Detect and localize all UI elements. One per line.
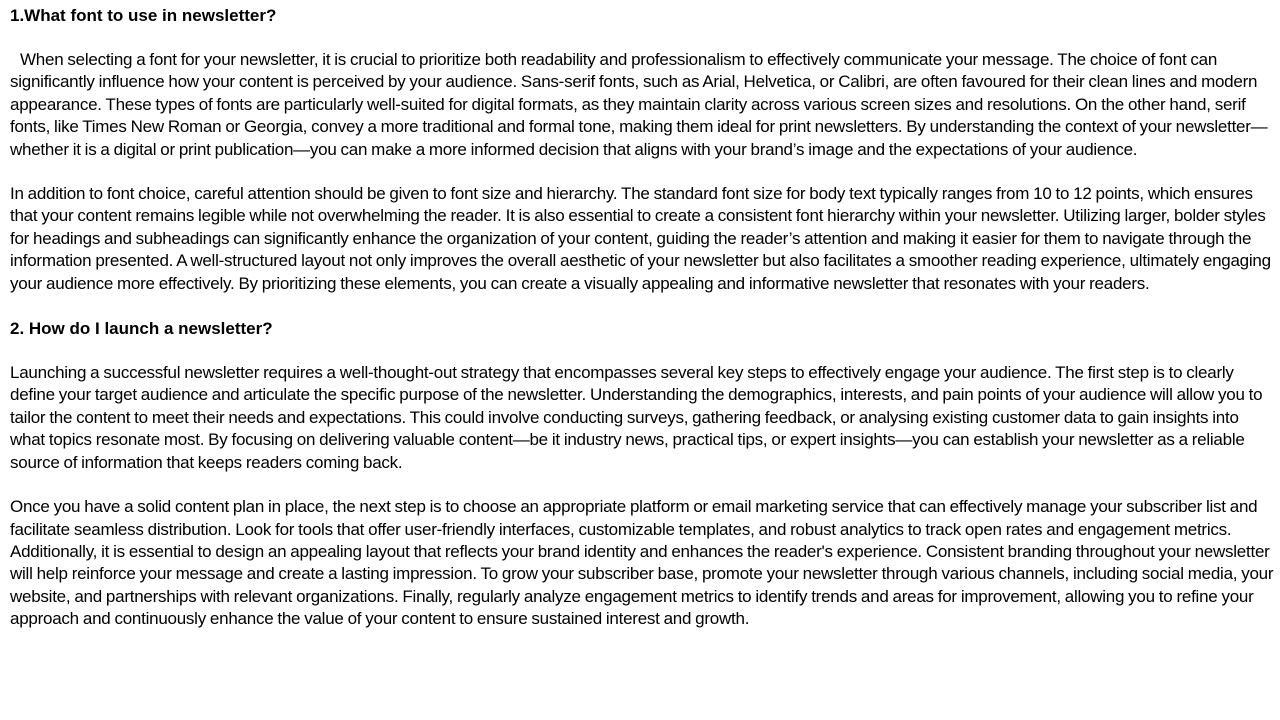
section2-heading: 2. How do I launch a newsletter? bbox=[10, 319, 273, 339]
section2-paragraph-1: Launching a successful newsletter requires a well-thought-out strategy that encompasses several key steps to effectively engage your audience. The first step is to clearly define your target audience and articulate the specific purpose of the newsletter. Understanding the demographics, interests, and pain points of your audience will allow you to tailor the content to meet their needs and expectations. This could involve conducting surveys, gathering feedback, or analysing existing customer data to gain insights into what topics resonate most. By focusing on delivering valuable content—be it industry news, practical tips, or expert insights—you can establish your newsletter as a reliable source of information that keeps readers coming back. bbox=[10, 363, 1263, 472]
section1-paragraph-2: In addition to font choice, careful attention should be given to font size and hierarchy. The standard font size for body text typically ranges from 10 to 12 points, which ensures that your content remains legible while not overwhelming the reader. It is also essential to create a consistent font hierarchy within your newsletter. Utilizing larger, bolder styles for headings and subheadings can significantly enhance the organization of your content, guiding the reader’s attention and making it easier for them to navigate through the information presented. A well-structured layout not only improves the overall aesthetic of your newsletter but also facilitates a smoother reading experience, ultimately engaging your audience more effectively. By prioritizing these elements, you can create a visually appealing and informative newsletter that resonates with your readers. bbox=[10, 184, 1271, 293]
section1-heading: 1.What font to use in newsletter? bbox=[10, 6, 277, 25]
section2-paragraph-2: Once you have a solid content plan in place, the next step is to choose an appropriate platform or email marketing service that can effectively manage your subscriber list and facilitate seamless distribution. Look for tools that offer user-friendly interfaces, customizable templates, and robust analytics to track open rates and engagement metrics. Additionally, it is essential to design an appealing layout that reflects your brand identity and enhances the reader's experience. Consistent branding throughout your newsletter will help reinforce your message and create a lasting impression. To grow your subscriber base, promote your newsletter through various channels, including social media, your website, and partnerships with relevant organizations. Finally, regularly analyze engagement metrics to identify trends and areas for improvement, allowing you to refine your approach and continuously enhance the value of your content to ensure sustained interest and growth. bbox=[10, 497, 1274, 629]
section1-paragraph-1: When selecting a font for your newsletter, it is crucial to prioritize both readability and professionalism to effectively communicate your message. The choice of font can significantly influence how your content is perceived by your audience. Sans-serif fonts, such as Arial, Helvetica, or Calibri, are often favoured for their clean lines and modern appearance. These types of fonts are particularly well-suited for digital formats, as they maintain clarity across various screen sizes and resolutions. On the other hand, serif fonts, like Times New Roman or Georgia, convey a more traditional and formal tone, making them ideal for print newsletters. By understanding the context of your newsletter—whether it is a digital or print publication—you can make a more informed decision that aligns with your brand’s image and the expectations of your audience. bbox=[10, 50, 1268, 159]
